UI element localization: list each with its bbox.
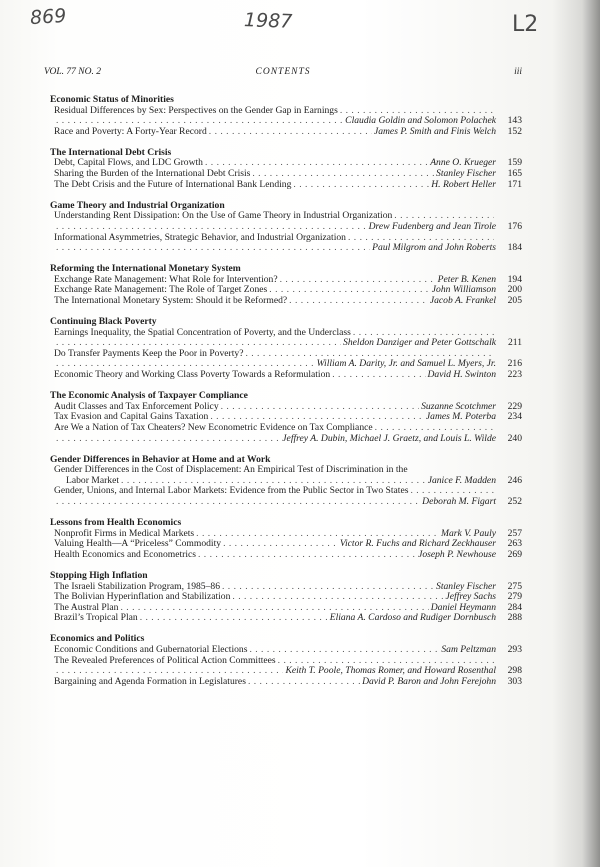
article-authors: Stanley Fischer <box>436 168 496 180</box>
article-authors: Anne O. Krueger <box>430 157 496 169</box>
table-of-contents <box>44 95 522 698</box>
article-authors: Peter B. Kenen <box>437 273 496 285</box>
article-title: Brazil’s Tropical Plan <box>54 612 138 624</box>
page-number: 205 <box>507 295 522 306</box>
page-number: 298 <box>507 665 522 677</box>
page-number: 171 <box>507 178 522 190</box>
article-authors: Eliana A. Cardoso and Rudiger Dornbusch <box>329 612 496 624</box>
toc-entry <box>54 370 522 381</box>
article-title: Exchange Rate Management: What Role for Intervention? <box>54 273 278 285</box>
page-number: 216 <box>507 358 522 370</box>
article-authors: James P. Smith and Finis Welch <box>373 125 496 137</box>
toc-entry <box>54 127 522 138</box>
article-authors: Sam Peltzman <box>441 644 496 656</box>
page-number: 284 <box>507 601 522 613</box>
section-title: Lessons from Health Economics <box>50 517 182 529</box>
section-title: Gender Differences in Behavior at Home and at Work <box>50 453 271 465</box>
page-number: 211 <box>507 337 522 349</box>
article-authors: H. Robert Heller <box>431 178 496 190</box>
article-title: Gender, Unions, and Internal Labor Markets: Evidence from the Public Sector in Two States <box>54 485 409 497</box>
leader-dots <box>56 497 420 508</box>
page-number: 252 <box>507 496 522 507</box>
leader-dots <box>198 550 416 561</box>
article-title: Sharing the Burden of the International Debt Crisis <box>54 168 251 180</box>
article-authors: Victor R. Fuchs and Richard Zeckhauser <box>339 538 496 550</box>
toc-section <box>44 391 522 444</box>
article-title: Economic Conditions and Gubernatorial Elections <box>54 644 248 656</box>
leader-dots <box>56 434 280 445</box>
article-authors: Claudia Goldin and Solomon Polachek <box>345 115 496 127</box>
handwritten-year: 1987 <box>243 9 293 33</box>
toc-section <box>44 201 522 254</box>
section-title: Stopping High Inflation <box>50 569 148 581</box>
article-title: Bargaining and Agenda Formation in Legislatures <box>54 675 246 687</box>
page-number: 159 <box>507 157 522 169</box>
page-number: 263 <box>507 538 522 550</box>
page-number: iii <box>514 67 522 77</box>
article-title: The Bolivian Hyperinflation and Stabilization <box>54 591 231 603</box>
article-authors: Joseph P. Newhouse <box>418 548 496 560</box>
page-number: 200 <box>507 284 522 296</box>
article-authors: Paul Milgrom and John Roberts <box>372 242 496 254</box>
article-title-continued: Labor Market <box>66 474 120 486</box>
toc-section <box>44 148 522 190</box>
leader-dots <box>332 370 425 381</box>
toc-entry <box>54 106 522 127</box>
article-title: Gender Differences in the Cost of Displacement: An Empirical Test of Discrimination in the <box>54 464 408 476</box>
article-title: Do Transfer Payments Keep the Poor in Poverty? <box>54 347 244 359</box>
page-number: 257 <box>507 527 522 539</box>
section-title: Game Theory and Industrial Organization <box>50 199 225 211</box>
article-authors: David P. Baron and John Ferejohn <box>362 675 496 687</box>
article-authors: Sheldon Danziger and Peter Gottschalk <box>343 337 496 349</box>
leader-dots <box>249 645 439 656</box>
leader-dots <box>223 539 338 550</box>
page-number: 240 <box>507 432 522 444</box>
page-number: 223 <box>507 369 522 381</box>
article-authors: Keith T. Poole, Thomas Romer, and Howard Rosenthal <box>285 665 496 677</box>
handwritten-note-right: L2 <box>512 12 539 37</box>
article-title: Are We a Nation of Tax Cheaters? New Econometric Evidence on Tax Compliance <box>54 421 373 433</box>
page-number: 143 <box>507 115 522 127</box>
article-authors: Drew Fudenberg and Jean Tirole <box>368 220 496 232</box>
volume-label: VOL. 77 NO. 2 <box>44 67 101 77</box>
leader-dots <box>221 402 420 413</box>
article-title: Debt, Capital Flows, and LDC Growth <box>54 157 203 169</box>
page-number: 275 <box>507 580 522 592</box>
toc-section <box>44 518 522 560</box>
article-title: Economic Theory and Working Class Poverty Towards a Reformulation <box>54 369 331 381</box>
article-authors: Suzanne Scotchmer <box>421 400 496 412</box>
toc-entry <box>54 233 522 254</box>
article-title: Valuing Health—A “Priceless” Commodity <box>54 538 222 550</box>
article-title: The Austral Plan <box>54 601 119 613</box>
page-number: 288 <box>507 612 522 624</box>
page-number: 165 <box>507 168 522 180</box>
leader-dots <box>56 222 367 233</box>
article-authors: Daniel Heymann <box>430 601 496 613</box>
toc-section <box>44 264 522 306</box>
section-title: Economic Status of Minorities <box>50 94 174 105</box>
toc-section <box>44 634 522 687</box>
section-title: The Economic Analysis of Taxpayer Compliance <box>50 390 248 402</box>
toc-section <box>44 571 522 624</box>
leader-dots <box>293 180 429 191</box>
article-title: Race and Poverty: A Forty-Year Record <box>54 125 207 137</box>
article-authors: Jeffrey Sachs <box>445 591 496 603</box>
toc-entry <box>54 465 522 486</box>
toc-entry <box>54 613 522 624</box>
page-number: 269 <box>507 548 522 560</box>
running-head <box>44 67 522 81</box>
article-title: The Debt Crisis and the Future of International Bank Lending <box>54 178 292 190</box>
toc-section <box>44 317 522 381</box>
toc-section <box>44 95 522 137</box>
page-number: 152 <box>507 125 522 137</box>
article-title: The Revealed Preferences of Political Action Committees <box>54 654 276 666</box>
article-authors: John Williamson <box>431 284 496 296</box>
article-title: Tax Evasion and Capital Gains Taxation <box>54 411 209 423</box>
leader-dots <box>140 613 328 624</box>
article-authors: James M. Poterba <box>425 411 496 423</box>
article-authors: Deborah M. Figart <box>422 496 496 507</box>
page-title: CONTENTS <box>255 67 311 77</box>
page-number: 194 <box>507 273 522 285</box>
page-number: 176 <box>507 220 522 232</box>
article-title: Understanding Rent Dissipation: On the Use of Game Theory in Industrial Organization <box>54 210 393 222</box>
leader-dots <box>269 285 430 296</box>
article-authors: Stanley Fischer <box>436 580 496 592</box>
section-title: The International Debt Crisis <box>50 146 172 158</box>
leader-dots <box>232 592 443 603</box>
page-number: 279 <box>507 591 522 603</box>
toc-section <box>44 455 522 508</box>
leader-dots <box>289 296 428 307</box>
toc-entry <box>54 656 522 677</box>
article-authors: Janice F. Madden <box>427 474 496 486</box>
article-title: Audit Classes and Tax Enforcement Policy <box>54 400 219 412</box>
article-title: The Israeli Stabilization Program, 1985–86 <box>54 580 220 592</box>
section-title: Reforming the International Monetary System <box>50 263 241 275</box>
article-title: Health Economics and Econometrics <box>54 548 196 560</box>
page-number: 246 <box>507 474 522 486</box>
toc-entry <box>54 180 522 191</box>
section-title: Economics and Politics <box>50 633 145 645</box>
page-number: 303 <box>507 675 522 687</box>
page-number: 229 <box>507 400 522 412</box>
leader-dots <box>280 275 436 286</box>
leader-dots <box>222 582 434 593</box>
article-title: The International Monetary System: Should it be Reformed? <box>54 295 288 306</box>
toc-entry <box>54 349 522 370</box>
leader-dots <box>248 677 360 688</box>
article-title: Nonprofit Firms in Medical Markets <box>54 527 195 539</box>
leader-dots <box>375 423 494 434</box>
toc-entry <box>54 550 522 561</box>
toc-entry <box>54 677 522 688</box>
leader-dots <box>56 243 370 254</box>
toc-entry <box>54 486 522 507</box>
page-number: 293 <box>507 644 522 656</box>
page-number: 184 <box>507 242 522 254</box>
toc-entry <box>54 296 522 307</box>
article-authors: William A. Darity, Jr. and Samuel L. Myers, Jr. <box>316 358 496 370</box>
toc-entry <box>54 328 522 349</box>
article-authors: Mark V. Pauly <box>441 527 496 539</box>
leader-dots <box>209 127 372 138</box>
article-title: Exchange Rate Management: The Role of Target Zones <box>54 284 268 296</box>
article-authors: Jacob A. Frankel <box>429 295 496 306</box>
toc-entry <box>54 211 522 232</box>
article-authors: Jeffrey A. Dubin, Michael J. Graetz, and Louis L. Wilde <box>282 432 496 444</box>
section-title: Continuing Black Poverty <box>50 316 157 328</box>
article-title: Informational Asymmetries, Strategic Behavior, and Industrial Organization <box>54 231 346 243</box>
article-title: Earnings Inequality, the Spatial Concentration of Poverty, and the Underclass <box>54 326 351 338</box>
page-number: 234 <box>507 411 522 423</box>
toc-entry <box>54 423 522 444</box>
article-title: Residual Differences by Sex: Perspectives on the Gender Gap in Earnings <box>54 104 338 116</box>
handwritten-note-left: 869 <box>29 4 67 30</box>
article-authors: David H. Swinton <box>427 369 496 381</box>
